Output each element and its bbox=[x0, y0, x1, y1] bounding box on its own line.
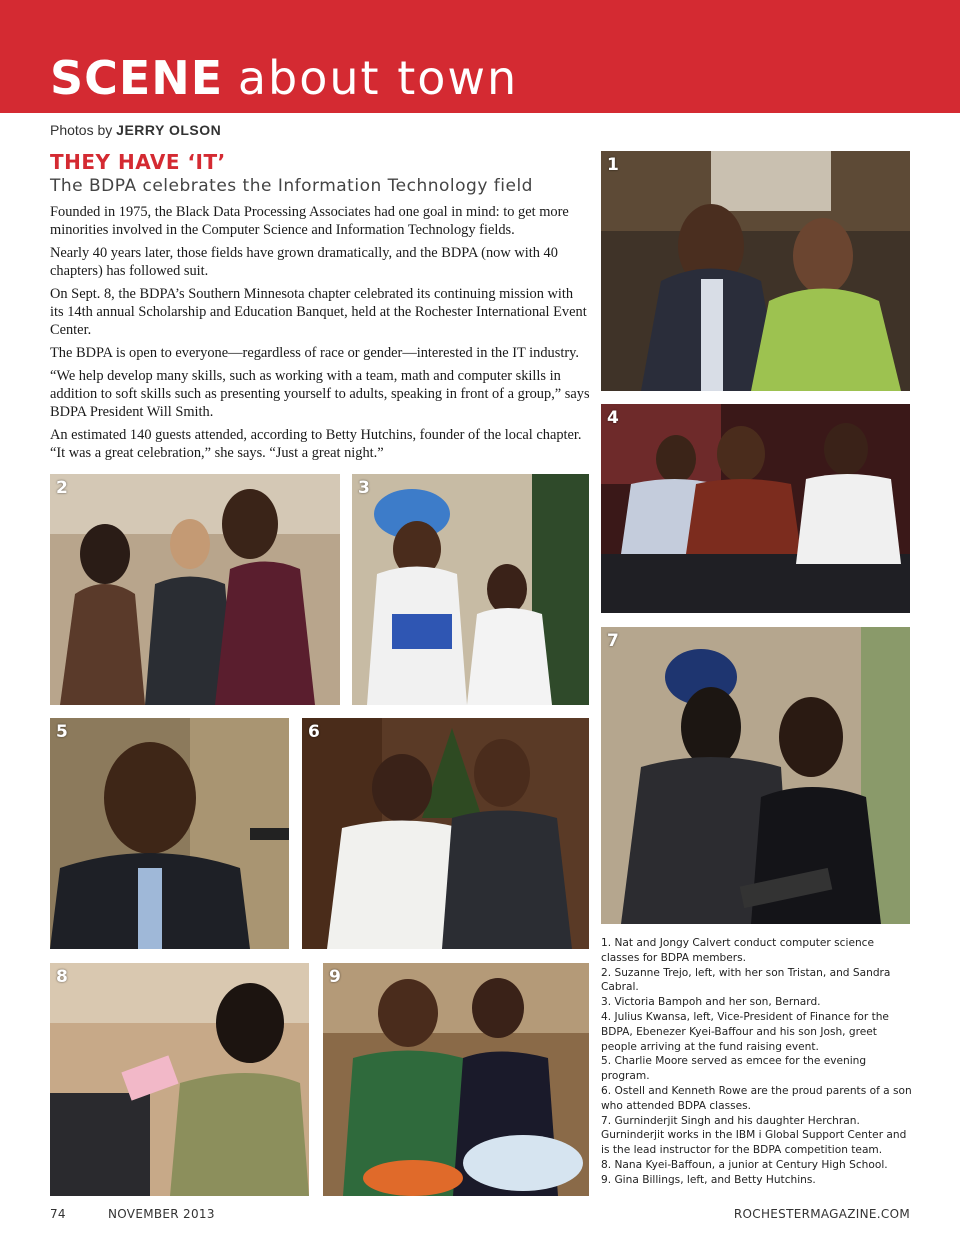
section-title-bold: SCENE bbox=[50, 51, 224, 105]
caption-item: 3. Victoria Bampoh and her son, Bernard. bbox=[601, 996, 821, 1009]
photo-5-image bbox=[50, 718, 289, 949]
photo-5 bbox=[50, 718, 289, 949]
photo-9-image bbox=[323, 963, 589, 1196]
photo-number: 2 bbox=[56, 478, 68, 498]
caption-item: 6. Ostell and Kenneth Rowe are the proud parents of a son who attended BDPA classes. bbox=[601, 1084, 912, 1112]
article-paragraph: An estimated 140 guests attended, according to Betty Hutchins, founder of the local chapter. “It was a great celebration,” she says. “Just a great night.” bbox=[50, 427, 582, 461]
caption-item: 9. Gina Billings, left, and Betty Hutchins. bbox=[601, 1173, 816, 1186]
photo-credit bbox=[50, 122, 221, 138]
article-body bbox=[50, 203, 590, 467]
section-title bbox=[50, 50, 518, 106]
caption-item: 5. Charlie Moore served as emcee for the evening program. bbox=[601, 1055, 867, 1083]
photo-6-image bbox=[302, 718, 589, 949]
caption-item: 7. Gurninderjit Singh and his daughter Herchran. Gurninderjit works in the IBM i Global Support Center and is the lead instructor for the BDPA competition team. bbox=[601, 1114, 907, 1157]
photo-3-image bbox=[352, 474, 589, 705]
caption-item: 2. Suzanne Trejo, left, with her son Tristan, and Sandra Cabral. bbox=[601, 966, 891, 994]
photo-7-image bbox=[601, 627, 910, 924]
photo-1-image bbox=[601, 151, 910, 391]
article-subhead: The BDPA celebrates the Information Technology field bbox=[50, 176, 533, 196]
website-url: ROCHESTERMAGAZINE.COM bbox=[733, 1207, 910, 1221]
photo-2-image bbox=[50, 474, 340, 705]
photo-number: 5 bbox=[56, 722, 68, 742]
photo-number: 7 bbox=[607, 631, 619, 651]
article-paragraph: Nearly 40 years later, those fields have grown dramatically, and the BDPA (now with 40 chapters) has followed suit. bbox=[50, 245, 558, 279]
photo-8-image bbox=[50, 963, 309, 1196]
issue-date: NOVEMBER 2013 bbox=[108, 1207, 215, 1221]
photo-4 bbox=[601, 404, 910, 613]
caption-item: 8. Nana Kyei-Baffoun, a junior at Century High School. bbox=[601, 1158, 888, 1171]
caption-item: 4. Julius Kwansa, left, Vice-President of Finance for the BDPA, Ebenezer Kyei-Baffour and his son Josh, greet people arriving at the fund raising event. bbox=[601, 1010, 889, 1053]
article-paragraph: Founded in 1975, the Black Data Processing Associates had one goal in mind: to get more minorities involved in the Computer Science and Information Technology fields. bbox=[50, 204, 569, 238]
photo-7 bbox=[601, 627, 910, 924]
section-title-light: about town bbox=[237, 51, 519, 105]
photo-8 bbox=[50, 963, 309, 1196]
photo-4-image bbox=[601, 404, 910, 613]
photo-number: 4 bbox=[607, 408, 619, 428]
article-headline: THEY HAVE ‘IT’ bbox=[50, 150, 226, 174]
page-number: 74 bbox=[50, 1207, 66, 1221]
article-paragraph: “We help develop many skills, such as working with a team, math and computer skills in addition to soft skills such as presenting yourself to adults, speaking in front of a group,” says BDPA President Will Smith. bbox=[50, 368, 590, 420]
photo-number: 8 bbox=[56, 967, 68, 987]
article-paragraph: On Sept. 8, the BDPA’s Southern Minnesota chapter celebrated its continuing mission with its 14th annual Scholarship and Education Banquet, held at the Rochester International Event Center. bbox=[50, 286, 587, 338]
photographer-name: JERRY OLSON bbox=[116, 122, 222, 138]
photo-captions bbox=[601, 936, 913, 1188]
photo-3 bbox=[352, 474, 589, 705]
photo-2 bbox=[50, 474, 340, 705]
photo-number: 9 bbox=[329, 967, 341, 987]
photo-6 bbox=[302, 718, 589, 949]
photo-number: 1 bbox=[607, 155, 619, 175]
photo-1 bbox=[601, 151, 910, 391]
photo-9 bbox=[323, 963, 589, 1196]
section-banner bbox=[0, 0, 960, 113]
caption-item: 1. Nat and Jongy Calvert conduct computer science classes for BDPA members. bbox=[601, 937, 875, 964]
photo-credit-prefix: Photos by bbox=[50, 122, 113, 138]
article-paragraph: The BDPA is open to everyone—regardless of race or gender—interested in the IT industry. bbox=[50, 345, 579, 361]
photo-number: 6 bbox=[308, 722, 320, 742]
photo-number: 3 bbox=[358, 478, 370, 498]
